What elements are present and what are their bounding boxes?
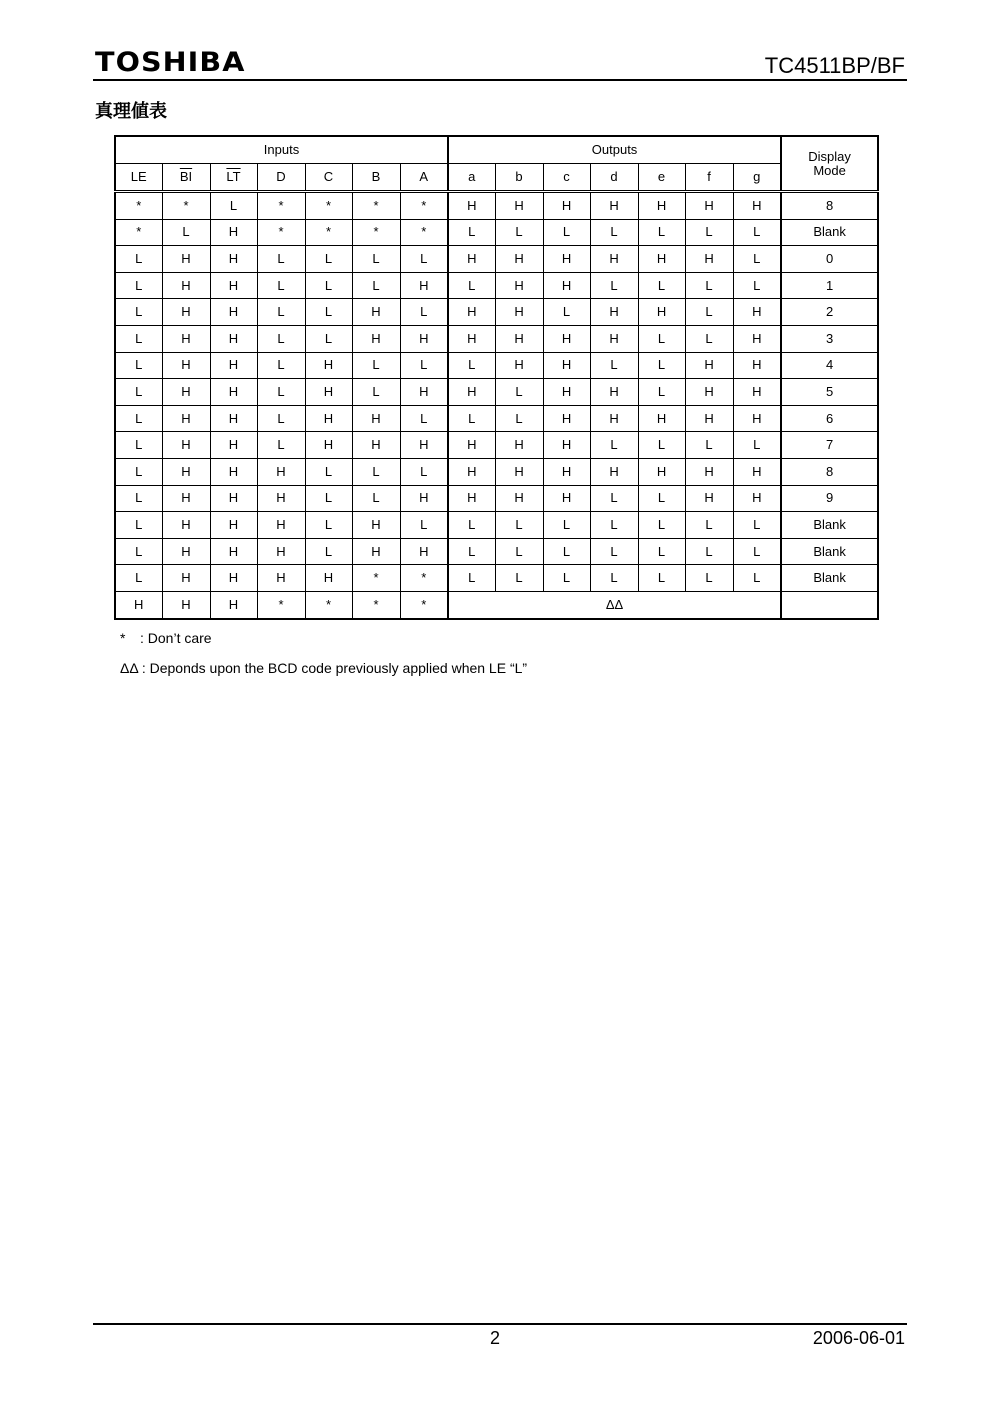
input-cell: * [352,565,400,592]
output-cell: H [495,192,543,220]
input-cell: H [257,512,305,539]
output-cell: H [448,432,495,459]
input-cell: L [305,299,352,326]
input-cell: L [305,458,352,485]
input-cell: L [115,512,162,539]
input-cell: L [257,405,305,432]
input-cell: L [352,379,400,406]
input-cell: H [210,565,257,592]
output-cell: H [543,352,590,379]
output-cell: L [448,565,495,592]
output-cell: L [448,512,495,539]
input-cell: * [352,192,400,220]
page-number: 2 [490,1328,501,1348]
input-cell: H [162,405,210,432]
output-cell: L [733,512,781,539]
input-cell: L [257,272,305,299]
input-cell: H [162,299,210,326]
display-mode-cell: Blank [781,219,878,246]
output-cell: L [638,485,685,512]
column-header-input: D [257,164,305,192]
output-cell: H [733,485,781,512]
output-cell: L [638,272,685,299]
output-cell: L [543,538,590,565]
output-cell: H [638,299,685,326]
input-cell: L [115,299,162,326]
input-cell: H [305,432,352,459]
output-cell: H [495,458,543,485]
output-cell: H [543,272,590,299]
output-cell: H [448,246,495,273]
table-header-group-row [115,136,878,164]
output-cell: L [590,565,638,592]
output-cell: L [590,432,638,459]
input-cell: L [115,379,162,406]
note-dont-care-text: : Don’t care [140,630,212,646]
output-cell: L [448,219,495,246]
input-cell: H [210,325,257,352]
input-cell: L [352,272,400,299]
table-row [115,379,878,406]
input-cell: * [400,565,448,592]
input-cell: H [400,325,448,352]
output-cell: L [590,485,638,512]
input-cell: H [210,485,257,512]
output-cell: H [495,352,543,379]
column-header-output: g [733,164,781,192]
input-cell: L [305,485,352,512]
input-cell: L [400,512,448,539]
note-latch-text: : Deponds upon the BCD code previously applied when LE “L” [137,660,528,676]
input-cell: H [352,512,400,539]
input-cell: * [115,219,162,246]
column-header-input: A [400,164,448,192]
output-cell: H [448,325,495,352]
input-cell: * [400,591,448,618]
input-cell: H [162,591,210,618]
output-cell: H [590,458,638,485]
display-mode-cell: 9 [781,485,878,512]
input-cell: H [400,379,448,406]
input-cell: L [305,538,352,565]
output-cell: L [495,379,543,406]
output-cell: H [638,405,685,432]
input-cell: H [400,538,448,565]
column-header-input: B [352,164,400,192]
output-cell: H [495,246,543,273]
output-cell: L [590,538,638,565]
input-cell: H [400,432,448,459]
input-cell: H [162,565,210,592]
input-cell: H [210,352,257,379]
input-cell: H [257,458,305,485]
output-cell: L [448,352,495,379]
output-cell: H [448,485,495,512]
input-cell: H [352,325,400,352]
input-cell: H [210,379,257,406]
input-cell: L [257,325,305,352]
input-cell: L [210,192,257,220]
input-cell: H [257,485,305,512]
section-title: 真理値表 [95,101,167,122]
output-cell: H [685,405,733,432]
output-cell: L [448,405,495,432]
input-cell: L [305,272,352,299]
input-cell: H [257,538,305,565]
output-cell: H [733,352,781,379]
column-header-output: c [543,164,590,192]
display-mode-header: Display Mode [781,136,878,192]
output-cell: L [733,272,781,299]
output-cell: L [638,352,685,379]
input-cell: L [115,458,162,485]
output-cell: H [543,432,590,459]
table-row [115,432,878,459]
table-row [115,352,878,379]
footer-divider [93,1323,907,1325]
output-cell: L [638,219,685,246]
input-cell: L [352,352,400,379]
input-cell: H [162,272,210,299]
output-cell: H [543,379,590,406]
table-header-column-row [115,164,878,192]
display-mode-cell: 3 [781,325,878,352]
table-row [115,458,878,485]
output-cell: H [685,192,733,220]
input-cell: H [305,352,352,379]
input-cell: L [352,458,400,485]
display-mode-cell: Blank [781,565,878,592]
input-cell: H [210,432,257,459]
display-mode-cell [781,591,878,618]
display-mode-cell: 1 [781,272,878,299]
output-cell: L [685,299,733,326]
input-cell: * [257,192,305,220]
column-header-output: e [638,164,685,192]
output-cell: H [448,192,495,220]
output-cell: L [733,246,781,273]
input-cell: * [257,219,305,246]
input-cell: H [162,485,210,512]
note-dont-care-symbol: * [120,630,126,646]
output-cell: H [638,458,685,485]
display-mode-cell: Blank [781,538,878,565]
input-cell: L [400,246,448,273]
output-cell: L [685,432,733,459]
input-cell: H [352,432,400,459]
output-cell: L [495,538,543,565]
table-row [115,325,878,352]
input-cell: L [305,246,352,273]
output-cell: H [495,485,543,512]
input-cell: L [115,272,162,299]
output-cell: L [638,538,685,565]
input-cell: H [305,379,352,406]
table-row [115,299,878,326]
output-cell: L [685,512,733,539]
output-cell: H [495,325,543,352]
input-cell: L [257,379,305,406]
input-cell: * [257,591,305,618]
table-row-latch [115,591,878,618]
part-number: TC4511BP/BF [764,53,905,78]
output-cell: H [590,299,638,326]
input-cell: * [352,591,400,618]
input-cell: L [257,432,305,459]
output-cell: H [733,405,781,432]
header-divider [93,79,907,81]
output-cell: L [590,272,638,299]
input-cell: H [162,246,210,273]
input-cell: H [162,458,210,485]
display-mode-cell: 4 [781,352,878,379]
input-cell: L [115,246,162,273]
input-cell: L [352,485,400,512]
output-cell: H [590,192,638,220]
output-cell: L [543,565,590,592]
input-cell: H [210,512,257,539]
output-cell: L [685,538,733,565]
input-cell: L [115,485,162,512]
input-cell: L [115,352,162,379]
input-cell: H [400,485,448,512]
output-cell: L [638,512,685,539]
output-cell: H [685,352,733,379]
output-cell: H [638,192,685,220]
display-mode-cell: 5 [781,379,878,406]
note-latch-symbol: ΔΔ [120,660,138,676]
output-cell: H [733,299,781,326]
table-row [115,405,878,432]
input-cell: H [210,272,257,299]
input-cell: H [210,219,257,246]
output-cell: L [448,272,495,299]
input-cell: H [210,538,257,565]
output-cell: L [495,219,543,246]
output-cell: L [733,432,781,459]
output-cell: H [590,405,638,432]
output-cell: H [685,246,733,273]
output-cell: L [495,512,543,539]
output-cell: L [638,325,685,352]
input-cell: L [400,458,448,485]
input-cell: * [115,192,162,220]
output-cell: H [733,458,781,485]
output-cell: H [448,379,495,406]
output-cell: H [590,379,638,406]
input-cell: H [305,405,352,432]
table-row [115,485,878,512]
input-cell: * [400,192,448,220]
input-cell: L [352,246,400,273]
truth-table [114,135,879,620]
input-cell: L [115,565,162,592]
input-cell: H [210,458,257,485]
output-cell: H [543,485,590,512]
output-cell: H [495,299,543,326]
input-cell: H [210,246,257,273]
table-row [115,219,878,246]
input-cell: H [162,325,210,352]
input-cell: L [115,432,162,459]
column-header-output: a [448,164,495,192]
input-cell: H [210,591,257,618]
input-cell: * [305,219,352,246]
input-cell: * [305,591,352,618]
input-cell: * [352,219,400,246]
input-cell: H [210,405,257,432]
table-row [115,272,878,299]
footer-date: 2006-06-01 [812,1328,905,1348]
input-cell: H [210,299,257,326]
output-cell: H [638,246,685,273]
output-cell: L [685,272,733,299]
column-header-input: LE [115,164,162,192]
column-header-input: C [305,164,352,192]
input-cell: H [400,272,448,299]
output-cell: H [590,246,638,273]
input-cell: L [257,246,305,273]
output-cell: H [543,192,590,220]
output-cell: H [685,458,733,485]
output-cell: L [685,219,733,246]
input-cell: L [305,325,352,352]
table-row [115,565,878,592]
output-cell: H [733,325,781,352]
output-cell: L [495,565,543,592]
input-cell: H [257,565,305,592]
outputs-group-header: Outputs [448,136,781,164]
table-row [115,512,878,539]
input-cell: H [115,591,162,618]
output-cell: L [543,299,590,326]
input-cell: H [162,432,210,459]
display-mode-cell: 6 [781,405,878,432]
input-cell: L [162,219,210,246]
column-header-input: $\overline{LT}$ [210,164,257,192]
output-cell: L [733,538,781,565]
column-header-output: b [495,164,543,192]
note-dont-care [120,629,212,647]
note-latch [120,659,527,677]
output-cell: L [638,379,685,406]
output-cell: L [685,565,733,592]
output-cell: H [543,325,590,352]
input-cell: H [352,299,400,326]
display-mode-cell: Blank [781,512,878,539]
input-cell: L [400,405,448,432]
input-cell: L [257,352,305,379]
output-cell: H [543,458,590,485]
input-cell: L [115,538,162,565]
toshiba-logo: TOSHIBA [95,47,246,78]
input-cell: H [162,379,210,406]
display-mode-cell: 0 [781,246,878,273]
output-cell: L [638,565,685,592]
output-cell: L [590,512,638,539]
display-mode-cell: 8 [781,192,878,220]
input-cell: * [400,219,448,246]
output-cell: L [543,219,590,246]
input-cell: * [162,192,210,220]
output-cell: H [495,272,543,299]
input-cell: L [115,325,162,352]
output-cell: H [543,246,590,273]
output-cell: H [448,299,495,326]
output-cell: L [448,538,495,565]
column-header-input: $\overline{BI}$ [162,164,210,192]
column-header-output: f [685,164,733,192]
output-cell: H [543,405,590,432]
output-cell: L [733,565,781,592]
latched-outputs-cell: ΔΔ [448,591,781,618]
output-cell: L [733,219,781,246]
output-cell: L [590,219,638,246]
display-mode-cell: 2 [781,299,878,326]
input-cell: H [162,512,210,539]
output-cell: H [448,458,495,485]
input-cell: H [162,352,210,379]
display-mode-cell: 7 [781,432,878,459]
output-cell: H [733,379,781,406]
inputs-group-header: Inputs [115,136,448,164]
column-header-output: d [590,164,638,192]
input-cell: L [400,299,448,326]
output-cell: L [543,512,590,539]
input-cell: * [305,192,352,220]
output-cell: H [685,485,733,512]
table-row [115,246,878,273]
input-cell: H [162,538,210,565]
output-cell: H [733,192,781,220]
input-cell: H [352,538,400,565]
output-cell: L [495,405,543,432]
input-cell: L [257,299,305,326]
input-cell: L [115,405,162,432]
input-cell: L [400,352,448,379]
input-cell: L [305,512,352,539]
output-cell: L [638,432,685,459]
input-cell: H [305,565,352,592]
output-cell: L [590,352,638,379]
table-row [115,538,878,565]
output-cell: H [590,325,638,352]
display-mode-cell: 8 [781,458,878,485]
output-cell: H [685,379,733,406]
input-cell: H [352,405,400,432]
output-cell: H [495,432,543,459]
output-cell: L [685,325,733,352]
table-row [115,192,878,220]
